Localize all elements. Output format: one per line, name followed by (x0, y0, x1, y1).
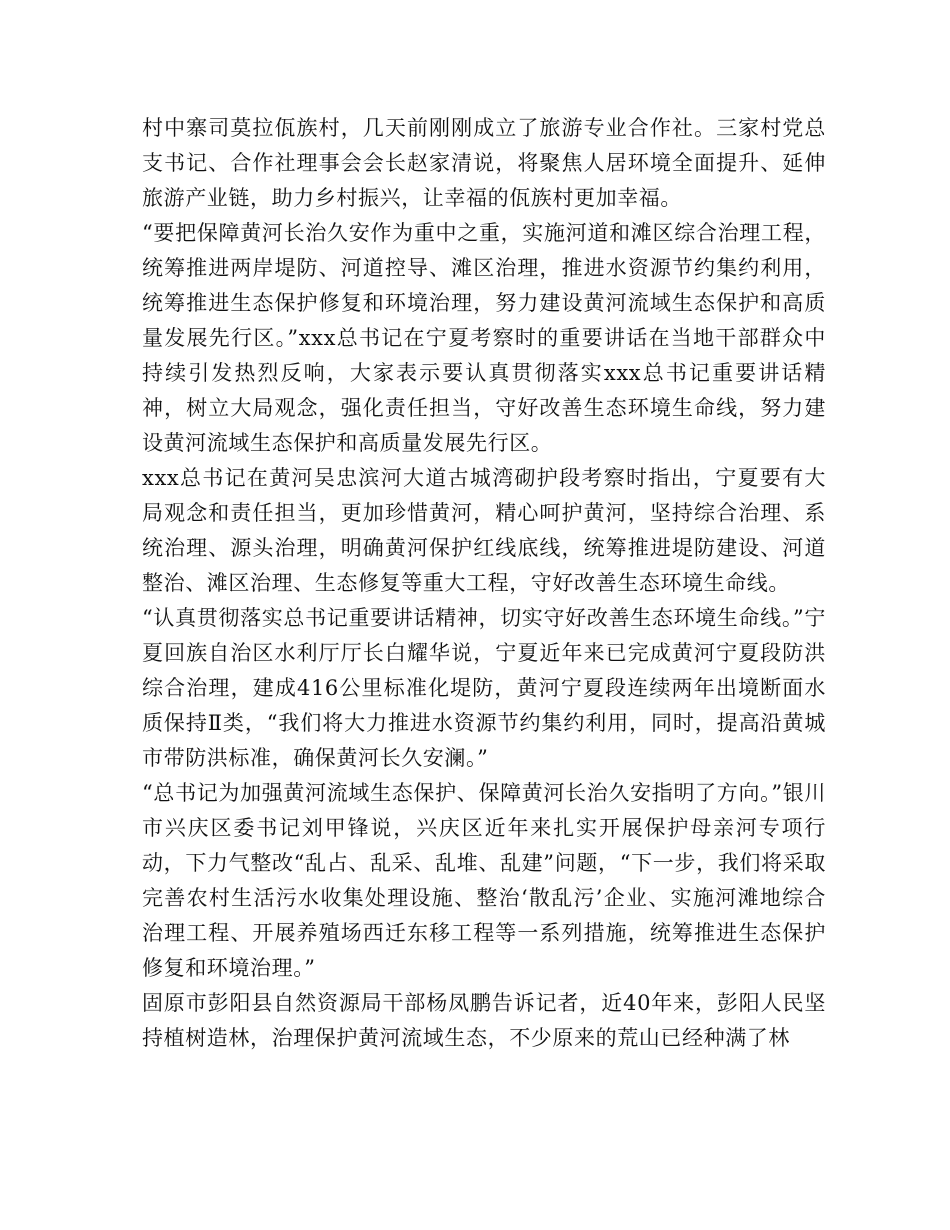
paragraph: 村中寨司莫拉佤族村，几天前刚刚成立了旅游专业合作社。三家村党总支书记、合作社理事会会长赵家清说，将聚焦人居环境全面提升、延伸旅游产业链，助力乡村振兴，让幸福的佤族村更加幸福。 (142, 116, 826, 210)
document-body (142, 111, 826, 1056)
paragraph: 固原市彭阳县自然资源局干部杨凤鹏告诉记者，近40年来，彭阳人民坚持植树造林，治理保护黄河流域生态，不少原来的荒山已经种满了林 (142, 991, 826, 1050)
paragraph: “总书记为加强黄河流域生态保护、保障黄河长治久安指明了方向。”银川市兴庆区委书记刘甲锋说，兴庆区近年来扎实开展保护母亲河专项行动，下力气整改“乱占、乱采、乱堆、乱建”问题，“下一步，我们将采取完善农村生活污水收集处理设施、整治‘散乱污’企业、实施河滩地综合治理工程、开展养殖场西迁东移工程等一系列措施，统筹推进生态保护修复和环境治理。” (142, 781, 826, 980)
paragraph: xxx总书记在黄河吴忠滨河大道古城湾砌护段考察时指出，宁夏要有大局观念和责任担当，更加珍惜黄河，精心呵护黄河，坚持综合治理、系统治理、源头治理，明确黄河保护红线底线，统筹推进堤防建设、河道整治、滩区治理、生态修复等重大工程，守好改善生态环境生命线。 (142, 466, 826, 595)
paragraph: “要把保障黄河长治久安作为重中之重，实施河道和滩区综合治理工程，统筹推进两岸堤防、河道控导、滩区治理，推进水资源节约集约利用，统筹推进生态保护修复和环境治理，努力建设黄河流域生态保护和高质量发展先行区。”xxx总书记在宁夏考察时的重要讲话在当地干部群众中持续引发热烈反响，大家表示要认真贯彻落实xxx总书记重要讲话精神，树立大局观念，强化责任担当，守好改善生态环境生命线，努力建设黄河流域生态保护和高质量发展先行区。 (142, 221, 826, 455)
paragraph: “认真贯彻落实总书记重要讲话精神，切实守好改善生态环境生命线。”宁夏回族自治区水利厅厅长白耀华说，宁夏近年来已完成黄河宁夏段防洪综合治理，建成416公里标准化堤防，黄河宁夏段连续两年出境断面水质保持Ⅱ类，“我们将大力推进水资源节约集约利用，同时，提高沿黄城市带防洪标准，确保黄河长久安澜。” (142, 606, 826, 770)
